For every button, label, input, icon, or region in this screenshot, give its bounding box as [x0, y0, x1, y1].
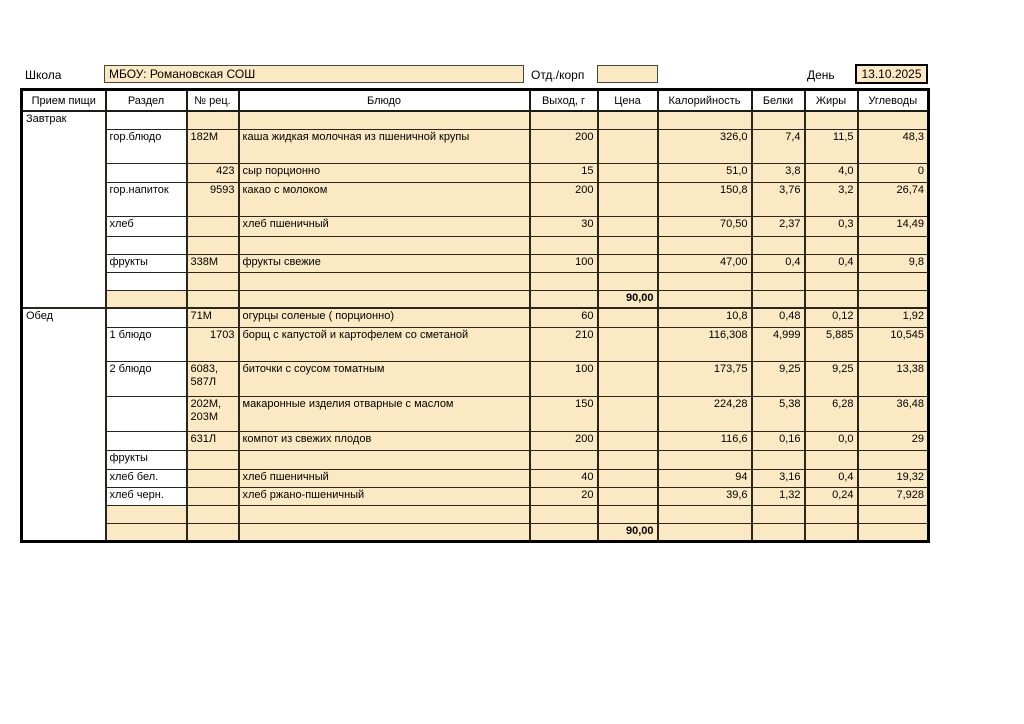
cell-price[interactable]: [598, 254, 658, 272]
column-header: № рец.: [187, 90, 239, 112]
table-row: [22, 487, 929, 505]
cell-out[interactable]: 100: [530, 254, 598, 272]
cell-razdel[interactable]: [106, 505, 187, 523]
cell-prot[interactable]: 5,38: [752, 396, 805, 431]
column-header: Раздел: [106, 90, 187, 112]
cell-kcal[interactable]: [658, 290, 752, 308]
cell-razdel[interactable]: [106, 290, 187, 308]
cell-carb[interactable]: [858, 450, 929, 469]
cell-rec[interactable]: [187, 111, 239, 129]
cell-out[interactable]: 60: [530, 308, 598, 327]
cell-prot[interactable]: 0,16: [752, 431, 805, 450]
table-row: [22, 523, 929, 541]
cell-rec[interactable]: 202М, 203М: [187, 396, 239, 431]
cell-price[interactable]: [598, 396, 658, 431]
column-header: Выход, г: [530, 90, 598, 112]
cell-carb[interactable]: 29: [858, 431, 929, 450]
cell-prot[interactable]: [752, 450, 805, 469]
table-row: [22, 129, 929, 163]
table-row: [22, 505, 929, 523]
cell-carb[interactable]: 7,928: [858, 487, 929, 505]
cell-rec[interactable]: 423: [187, 163, 239, 182]
header-row: [22, 90, 929, 112]
table-row: [22, 254, 929, 272]
cell-dish[interactable]: фрукты свежие: [239, 254, 530, 272]
meal-cell[interactable]: Завтрак: [22, 111, 106, 308]
cell-rec[interactable]: 338М: [187, 254, 239, 272]
table-row: [22, 111, 929, 129]
cell-dish[interactable]: макаронные изделия отварные с маслом: [239, 396, 530, 431]
cell-prot[interactable]: 3,76: [752, 182, 805, 216]
cell-kcal[interactable]: [658, 523, 752, 541]
cell-carb[interactable]: 26,74: [858, 182, 929, 216]
cell-carb[interactable]: [858, 111, 929, 129]
cell-prot[interactable]: [752, 272, 805, 290]
table-row: [22, 216, 929, 236]
cell-out[interactable]: [530, 290, 598, 308]
cell-dish[interactable]: каша жидкая молочная из пшеничной крупы: [239, 129, 530, 163]
cell-dish[interactable]: борщ с капустой и картофелем со сметаной: [239, 327, 530, 361]
cell-dish[interactable]: [239, 290, 530, 308]
cell-prot[interactable]: 7,4: [752, 129, 805, 163]
table-row: [22, 450, 929, 469]
cell-rec[interactable]: [187, 290, 239, 308]
cell-fat[interactable]: 3,2: [805, 182, 858, 216]
cell-razdel[interactable]: [106, 236, 187, 254]
cell-dish[interactable]: сыр порционно: [239, 163, 530, 182]
cell-carb[interactable]: 9,8: [858, 254, 929, 272]
cell-razdel[interactable]: гор.блюдо: [106, 129, 187, 163]
cell-rec[interactable]: 631Л: [187, 431, 239, 450]
cell-razdel[interactable]: 1 блюдо: [106, 327, 187, 361]
cell-carb[interactable]: [858, 523, 929, 541]
cell-razdel[interactable]: [106, 523, 187, 541]
cell-kcal[interactable]: [658, 111, 752, 129]
cell-price[interactable]: [598, 216, 658, 236]
cell-razdel[interactable]: хлеб: [106, 216, 187, 236]
table-row: [22, 327, 929, 361]
department-input[interactable]: [597, 65, 658, 83]
cell-kcal[interactable]: 47,00: [658, 254, 752, 272]
cell-prot[interactable]: [752, 236, 805, 254]
cell-kcal[interactable]: 51,0: [658, 163, 752, 182]
cell-dish[interactable]: какао с молоком: [239, 182, 530, 216]
cell-kcal[interactable]: 326,0: [658, 129, 752, 163]
cell-razdel[interactable]: [106, 111, 187, 129]
cell-rec[interactable]: [187, 272, 239, 290]
column-header: Углеводы: [858, 90, 929, 112]
table-row: [22, 396, 929, 431]
cell-dish[interactable]: [239, 523, 530, 541]
cell-out[interactable]: 20: [530, 487, 598, 505]
cell-dish[interactable]: огурцы соленые ( порционно): [239, 308, 530, 327]
table-row: [22, 236, 929, 254]
cell-fat[interactable]: 4,0: [805, 163, 858, 182]
cell-kcal[interactable]: [658, 272, 752, 290]
cell-prot[interactable]: [752, 505, 805, 523]
cell-dish[interactable]: [239, 236, 530, 254]
cell-dish[interactable]: [239, 505, 530, 523]
cell-fat[interactable]: 9,25: [805, 361, 858, 396]
table-row: [22, 361, 929, 396]
cell-price[interactable]: [598, 431, 658, 450]
cell-fat[interactable]: 0,12: [805, 308, 858, 327]
cell-fat[interactable]: [805, 236, 858, 254]
cell-fat[interactable]: [805, 290, 858, 308]
cell-fat[interactable]: [805, 272, 858, 290]
cell-prot[interactable]: 9,25: [752, 361, 805, 396]
cell-price[interactable]: [598, 236, 658, 254]
cell-kcal[interactable]: 150,8: [658, 182, 752, 216]
cell-price[interactable]: [598, 111, 658, 129]
cell-out[interactable]: 200: [530, 431, 598, 450]
cell-carb[interactable]: 1,92: [858, 308, 929, 327]
cell-rec[interactable]: [187, 505, 239, 523]
cell-rec[interactable]: 182М: [187, 129, 239, 163]
cell-rec[interactable]: 9593: [187, 182, 239, 216]
cell-fat[interactable]: [805, 505, 858, 523]
day-input[interactable]: 13.10.2025: [855, 64, 928, 84]
cell-price[interactable]: [598, 505, 658, 523]
department-label: Отд./корп: [531, 68, 585, 82]
table-row: [22, 182, 929, 216]
cell-razdel[interactable]: фрукты: [106, 450, 187, 469]
cell-rec[interactable]: 6083, 587Л: [187, 361, 239, 396]
cell-out[interactable]: [530, 505, 598, 523]
cell-price[interactable]: [598, 327, 658, 361]
cell-out[interactable]: 15: [530, 163, 598, 182]
cell-fat[interactable]: [805, 111, 858, 129]
cell-price[interactable]: 90,00: [598, 523, 658, 541]
cell-carb[interactable]: [858, 236, 929, 254]
cell-dish[interactable]: [239, 272, 530, 290]
cell-out[interactable]: [530, 236, 598, 254]
table-row: [22, 308, 929, 327]
cell-fat[interactable]: 0,4: [805, 469, 858, 487]
cell-kcal[interactable]: 94: [658, 469, 752, 487]
cell-prot[interactable]: 3,8: [752, 163, 805, 182]
cell-rec[interactable]: [187, 216, 239, 236]
cell-razdel[interactable]: [106, 163, 187, 182]
cell-kcal[interactable]: [658, 236, 752, 254]
cell-fat[interactable]: 6,28: [805, 396, 858, 431]
cell-dish[interactable]: хлеб ржано-пшеничный: [239, 487, 530, 505]
cell-fat[interactable]: 5,885: [805, 327, 858, 361]
cell-dish[interactable]: [239, 450, 530, 469]
cell-razdel[interactable]: гор.напиток: [106, 182, 187, 216]
cell-out[interactable]: 100: [530, 361, 598, 396]
cell-razdel[interactable]: [106, 308, 187, 327]
cell-carb[interactable]: [858, 290, 929, 308]
cell-out[interactable]: [530, 450, 598, 469]
table-row: [22, 431, 929, 450]
cell-kcal[interactable]: [658, 505, 752, 523]
cell-price[interactable]: [598, 487, 658, 505]
cell-price[interactable]: [598, 272, 658, 290]
cell-prot[interactable]: 0,4: [752, 254, 805, 272]
cell-razdel[interactable]: [106, 431, 187, 450]
cell-out[interactable]: 150: [530, 396, 598, 431]
cell-rec[interactable]: [187, 487, 239, 505]
cell-rec[interactable]: [187, 236, 239, 254]
table-row: [22, 469, 929, 487]
cell-razdel[interactable]: 2 блюдо: [106, 361, 187, 396]
table-row: [22, 290, 929, 308]
cell-dish[interactable]: [239, 111, 530, 129]
cell-carb[interactable]: [858, 505, 929, 523]
cell-kcal[interactable]: 173,75: [658, 361, 752, 396]
cell-razdel[interactable]: фрукты: [106, 254, 187, 272]
column-header: Блюдо: [239, 90, 530, 112]
cell-out[interactable]: 200: [530, 129, 598, 163]
cell-prot[interactable]: [752, 523, 805, 541]
cell-out[interactable]: 30: [530, 216, 598, 236]
column-header: Прием пищи: [22, 90, 106, 112]
school-input[interactable]: МБОУ: Романовская СОШ: [104, 65, 524, 83]
cell-price[interactable]: [598, 129, 658, 163]
day-label: День: [807, 68, 835, 82]
cell-kcal[interactable]: 39,6: [658, 487, 752, 505]
cell-fat[interactable]: 0,4: [805, 254, 858, 272]
cell-price[interactable]: [598, 182, 658, 216]
cell-out[interactable]: [530, 111, 598, 129]
cell-carb[interactable]: [858, 272, 929, 290]
cell-carb[interactable]: 0: [858, 163, 929, 182]
cell-out[interactable]: [530, 523, 598, 541]
cell-fat[interactable]: [805, 450, 858, 469]
column-header: Калорийность: [658, 90, 752, 112]
meal-cell[interactable]: Обед: [22, 308, 106, 541]
cell-razdel[interactable]: хлеб бел.: [106, 469, 187, 487]
school-label: Школа: [25, 68, 62, 82]
cell-kcal[interactable]: 10,8: [658, 308, 752, 327]
cell-fat[interactable]: 0,3: [805, 216, 858, 236]
cell-out[interactable]: 210: [530, 327, 598, 361]
cell-out[interactable]: 200: [530, 182, 598, 216]
cell-price[interactable]: [598, 469, 658, 487]
cell-kcal[interactable]: 116,308: [658, 327, 752, 361]
menu-table: [20, 88, 930, 543]
cell-fat[interactable]: 0,24: [805, 487, 858, 505]
cell-price[interactable]: 90,00: [598, 290, 658, 308]
cell-prot[interactable]: 4,999: [752, 327, 805, 361]
cell-kcal[interactable]: [658, 450, 752, 469]
cell-fat[interactable]: 0,0: [805, 431, 858, 450]
cell-rec[interactable]: [187, 469, 239, 487]
cell-price[interactable]: [598, 308, 658, 327]
cell-prot[interactable]: 0,48: [752, 308, 805, 327]
table-row: [22, 163, 929, 182]
cell-carb[interactable]: 10,545: [858, 327, 929, 361]
cell-kcal[interactable]: 116,6: [658, 431, 752, 450]
cell-dish[interactable]: хлеб пшеничный: [239, 469, 530, 487]
cell-razdel[interactable]: [106, 272, 187, 290]
cell-out[interactable]: 40: [530, 469, 598, 487]
cell-carb[interactable]: 14,49: [858, 216, 929, 236]
cell-prot[interactable]: [752, 111, 805, 129]
cell-kcal[interactable]: 224,28: [658, 396, 752, 431]
column-header: Жиры: [805, 90, 858, 112]
cell-price[interactable]: [598, 163, 658, 182]
cell-prot[interactable]: 2,37: [752, 216, 805, 236]
cell-dish[interactable]: компот из свежих плодов: [239, 431, 530, 450]
cell-fat[interactable]: 11,5: [805, 129, 858, 163]
cell-rec[interactable]: [187, 450, 239, 469]
cell-carb[interactable]: 36,48: [858, 396, 929, 431]
cell-carb[interactable]: 13,38: [858, 361, 929, 396]
cell-kcal[interactable]: 70,50: [658, 216, 752, 236]
cell-dish[interactable]: биточки с соусом томатным: [239, 361, 530, 396]
cell-rec[interactable]: [187, 523, 239, 541]
column-header: Белки: [752, 90, 805, 112]
cell-fat[interactable]: [805, 523, 858, 541]
cell-razdel[interactable]: хлеб черн.: [106, 487, 187, 505]
cell-price[interactable]: [598, 450, 658, 469]
table-row: [22, 272, 929, 290]
cell-rec[interactable]: 1703: [187, 327, 239, 361]
cell-carb[interactable]: 19,32: [858, 469, 929, 487]
cell-out[interactable]: [530, 272, 598, 290]
column-header: Цена: [598, 90, 658, 112]
cell-price[interactable]: [598, 361, 658, 396]
cell-rec[interactable]: 71М: [187, 308, 239, 327]
cell-carb[interactable]: 48,3: [858, 129, 929, 163]
cell-dish[interactable]: хлеб пшеничный: [239, 216, 530, 236]
cell-prot[interactable]: 3,16: [752, 469, 805, 487]
cell-prot[interactable]: 1,32: [752, 487, 805, 505]
cell-razdel[interactable]: [106, 396, 187, 431]
cell-prot[interactable]: [752, 290, 805, 308]
